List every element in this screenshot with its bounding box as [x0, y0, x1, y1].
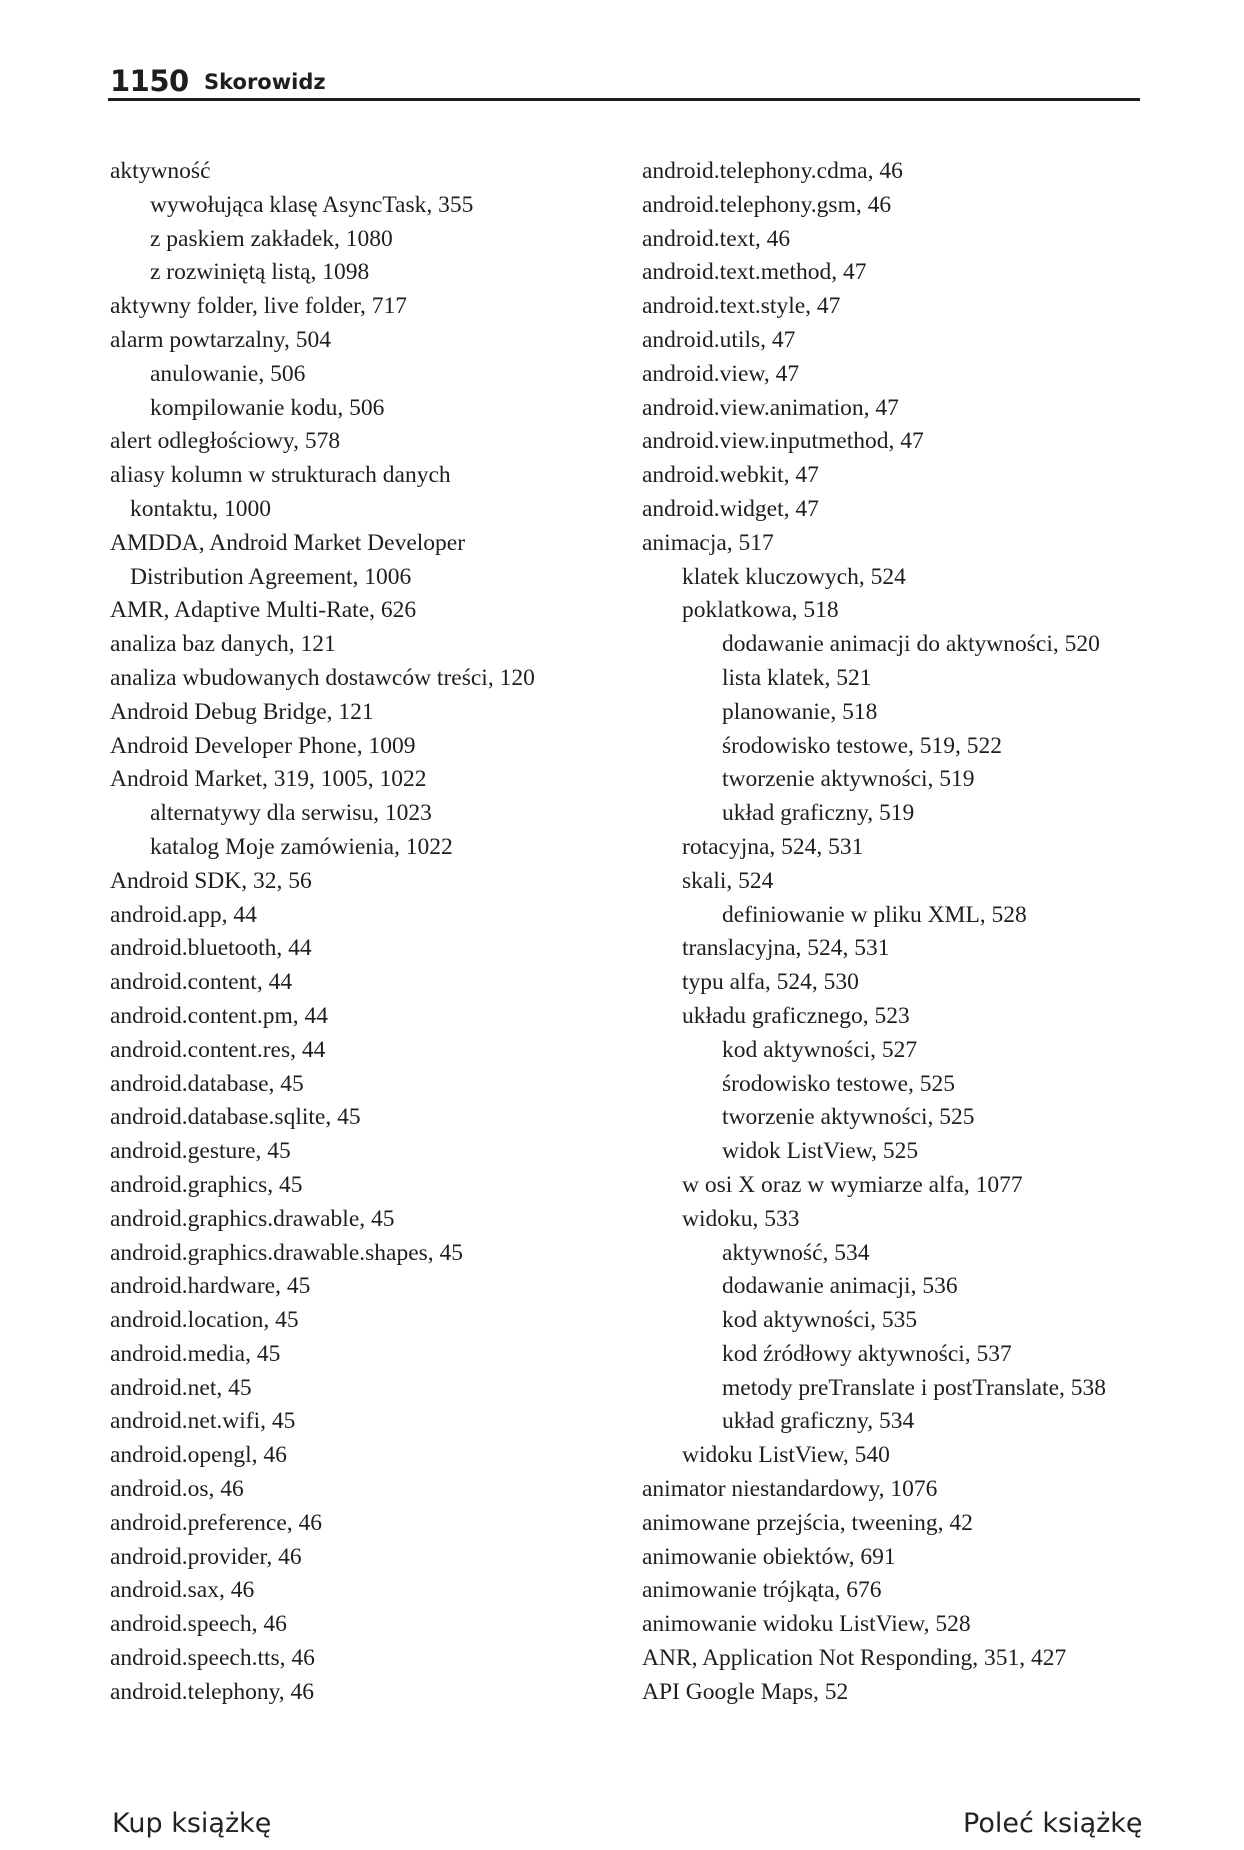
- index-entry: android.opengl, 46: [110, 1442, 287, 1469]
- index-entry: alarm powtarzalny, 504: [110, 326, 331, 353]
- index-entry: android.view, 47: [642, 360, 800, 387]
- index-entry: Android Market, 319, 1005, 1022: [110, 766, 427, 793]
- index-entry: środowisko testowe, 525: [722, 1070, 956, 1097]
- index-entry: android.gesture, 45: [110, 1138, 291, 1165]
- index-entry: kod aktywności, 535: [722, 1307, 918, 1334]
- index-entry: android.media, 45: [110, 1340, 281, 1367]
- index-entry: kontaktu, 1000: [130, 495, 271, 522]
- index-entry: tworzenie aktywności, 525: [722, 1104, 975, 1131]
- index-entry: android.content, 44: [110, 969, 293, 996]
- index-entry: widoku ListView, 540: [682, 1442, 890, 1469]
- index-entry: android.graphics, 45: [110, 1171, 303, 1198]
- index-entry: Android Debug Bridge, 121: [110, 698, 374, 725]
- index-entry: w osi X oraz w wymiarze alfa, 1077: [682, 1171, 1023, 1198]
- index-entry: Android SDK, 32, 56: [110, 867, 312, 894]
- index-entry: katalog Moje zamówienia, 1022: [150, 833, 453, 860]
- index-entry: animacja, 517: [642, 529, 774, 556]
- index-entry: android.graphics.drawable.shapes, 45: [110, 1239, 464, 1266]
- index-entry: analiza baz danych, 121: [110, 631, 336, 658]
- index-entry: android.webkit, 47: [642, 462, 819, 489]
- index-entry: android.view.animation, 47: [642, 394, 899, 421]
- index-entry: android.graphics.drawable, 45: [110, 1205, 395, 1232]
- index-entry: aktywność: [110, 158, 211, 184]
- index-entry: ANR, Application Not Responding, 351, 427: [642, 1645, 1067, 1672]
- index-entry: dodawanie animacji do aktywności, 520: [722, 631, 1100, 658]
- recommend-book-link[interactable]: Poleć książkę: [963, 1808, 1143, 1839]
- index-entry: API Google Maps, 52: [642, 1678, 849, 1705]
- page-number: 1150: [110, 64, 189, 98]
- index-entry: android.net, 45: [110, 1374, 252, 1401]
- index-entry: android.content.pm, 44: [110, 1002, 328, 1029]
- index-entry: android.telephony.gsm, 46: [642, 191, 892, 218]
- index-entry: aliasy kolumn w strukturach danych: [110, 462, 451, 489]
- index-entry: dodawanie animacji, 536: [722, 1273, 958, 1300]
- index-entry: android.provider, 46: [110, 1543, 302, 1570]
- index-entry: android.text, 46: [642, 225, 791, 252]
- index-entry: poklatkowa, 518: [682, 597, 839, 624]
- index-entry: środowisko testowe, 519, 522: [722, 732, 1003, 759]
- index-entry: android.speech, 46: [110, 1611, 287, 1638]
- index-entry: metody preTranslate i postTranslate, 538: [722, 1374, 1107, 1401]
- index-entry: kod aktywności, 527: [722, 1036, 918, 1063]
- index-entry: lista klatek, 521: [722, 664, 872, 691]
- index-entry: android.app, 44: [110, 901, 257, 928]
- index-entry: aktywność, 534: [722, 1239, 870, 1266]
- index-entry: android.database.sqlite, 45: [110, 1104, 361, 1131]
- index-entry: aktywny folder, live folder, 717: [110, 293, 408, 320]
- index-entry: Android Developer Phone, 1009: [110, 732, 416, 759]
- index-entry: animowanie trójkąta, 676: [642, 1577, 882, 1604]
- index-entry: anulowanie, 506: [150, 360, 306, 387]
- index-entry: z rozwiniętą listą, 1098: [150, 259, 370, 286]
- index-entry: android.telephony, 46: [110, 1678, 315, 1705]
- index-entry: widok ListView, 525: [722, 1138, 919, 1165]
- index-entry: alert odległościowy, 578: [110, 428, 341, 455]
- index-column-left: [110, 155, 630, 1710]
- index-entry: analiza wbudowanych dostawców treści, 120: [110, 664, 535, 691]
- index-entry: kompilowanie kodu, 506: [150, 394, 385, 421]
- index-entry: android.view.inputmethod, 47: [642, 428, 924, 455]
- index-entry: android.os, 46: [110, 1476, 244, 1503]
- index-entry: widoku, 533: [682, 1205, 800, 1232]
- buy-book-link[interactable]: Kup książkę: [112, 1808, 272, 1839]
- index-entry: układ graficzny, 519: [722, 800, 915, 827]
- index-entry: android.speech.tts, 46: [110, 1645, 315, 1672]
- index-entry: kod źródłowy aktywności, 537: [722, 1340, 1012, 1367]
- index-entry: android.net.wifi, 45: [110, 1408, 296, 1435]
- index-entry: alternatywy dla serwisu, 1023: [150, 800, 432, 827]
- index-entry: wywołująca klasę AsyncTask, 355: [150, 191, 474, 218]
- index-entry: android.database, 45: [110, 1070, 304, 1097]
- index-entry: android.bluetooth, 44: [110, 935, 312, 962]
- index-entry: android.location, 45: [110, 1307, 299, 1334]
- index-entry: animowane przejścia, tweening, 42: [642, 1509, 973, 1536]
- index-entry: animowanie widoku ListView, 528: [642, 1611, 971, 1638]
- index-entry: układu graficznego, 523: [682, 1002, 910, 1029]
- index-entry: układ graficzny, 534: [722, 1408, 915, 1435]
- index-entry: android.preference, 46: [110, 1509, 323, 1536]
- index-entry: z paskiem zakładek, 1080: [150, 225, 393, 252]
- index-entry: klatek kluczowych, 524: [682, 563, 906, 590]
- index-entry: android.text.method, 47: [642, 259, 867, 286]
- index-entry: AMDDA, Android Market Developer: [110, 529, 466, 556]
- index-entry: Distribution Agreement, 1006: [130, 563, 412, 590]
- index-entry: definiowanie w pliku XML, 528: [722, 901, 1027, 928]
- page-header: [108, 58, 1140, 101]
- index-entry: android.widget, 47: [642, 495, 819, 522]
- index-entry: android.text.style, 47: [642, 293, 841, 320]
- section-title: Skorowidz: [204, 70, 326, 94]
- index-entry: animowanie obiektów, 691: [642, 1543, 896, 1570]
- index-entry: translacyjna, 524, 531: [682, 935, 890, 962]
- index-entry: skali, 524: [682, 867, 774, 894]
- index-entry: android.telephony.cdma, 46: [642, 158, 903, 184]
- index-entry: animator niestandardowy, 1076: [642, 1476, 938, 1503]
- index-entry: planowanie, 518: [722, 698, 878, 725]
- index-entry: AMR, Adaptive Multi-Rate, 626: [110, 597, 417, 624]
- index-entry: tworzenie aktywności, 519: [722, 766, 975, 793]
- index-entry: rotacyjna, 524, 531: [682, 833, 864, 860]
- index-entry: android.hardware, 45: [110, 1273, 311, 1300]
- index-entry: android.sax, 46: [110, 1577, 255, 1604]
- index-entry: android.utils, 47: [642, 326, 796, 353]
- index-entry: android.content.res, 44: [110, 1036, 326, 1063]
- index-entry: typu alfa, 524, 530: [682, 969, 859, 996]
- index-column-right: [642, 155, 1202, 1710]
